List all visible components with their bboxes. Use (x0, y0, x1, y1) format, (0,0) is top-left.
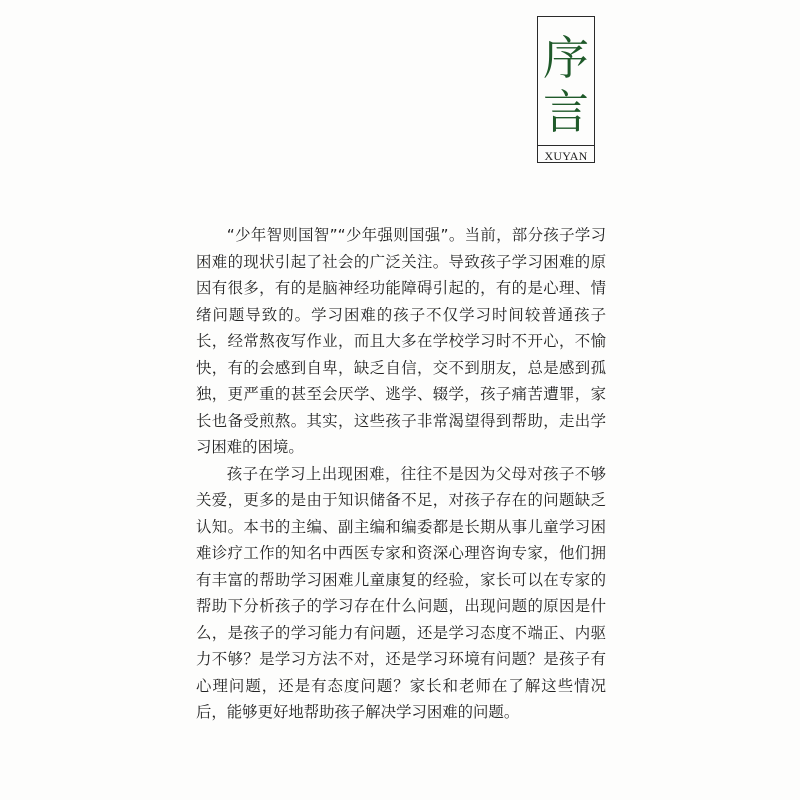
title-divider (538, 145, 594, 146)
title-pinyin: XUYAN (544, 149, 588, 163)
paragraph-2: 孩子在学习上出现困难，往往不是因为父母对孩子不够关爱，更多的是由于知识储备不足，对孩子存在的问题缺乏认知。本书的主编、副主编和编委都是长期从事儿童学习困难诊疗工作的知名中西医专家和资深心理咨询专家，他们拥有丰富的帮助学习困难儿童康复的经验，家长可以在专家的帮助下分析孩子的学习存在什么问题，出现问题的原因是什么，是孩子的学习能力有问题，还是学习态度不端正、内驱力不够？是学习方法不对，还是学习环境有问题？是孩子有心理问题，还是有态度问题？家长和老师在了解这些情况后，能够更好地帮助孩子解决学习困难的问题。 (196, 464, 606, 721)
preface-body (196, 222, 606, 726)
paragraph-1: “少年智则国智”“少年强则国强”。当前，部分孩子学习困难的现状引起了社会的广泛关注。导致孩子学习困难的原因有很多，有的是脑神经功能障碍引起的，有的是心理、情绪问题导致的。学习困难的孩子不仅学习时间较普通孩子长，经常熬夜写作业，而且大多在学校学习时不开心，不愉快，有的会感到自卑，缺乏自信，交不到朋友，总是感到孤独，更严重的甚至会厌学、逃学、辍学，孩子痛苦遭罪，家长也备受煎熬。其实，这些孩子非常渴望得到帮助，走出学习困难的困境。 (196, 226, 606, 456)
section-title-box (537, 16, 595, 163)
title-char-1: 序 (543, 31, 589, 85)
title-char-2: 言 (543, 85, 589, 139)
